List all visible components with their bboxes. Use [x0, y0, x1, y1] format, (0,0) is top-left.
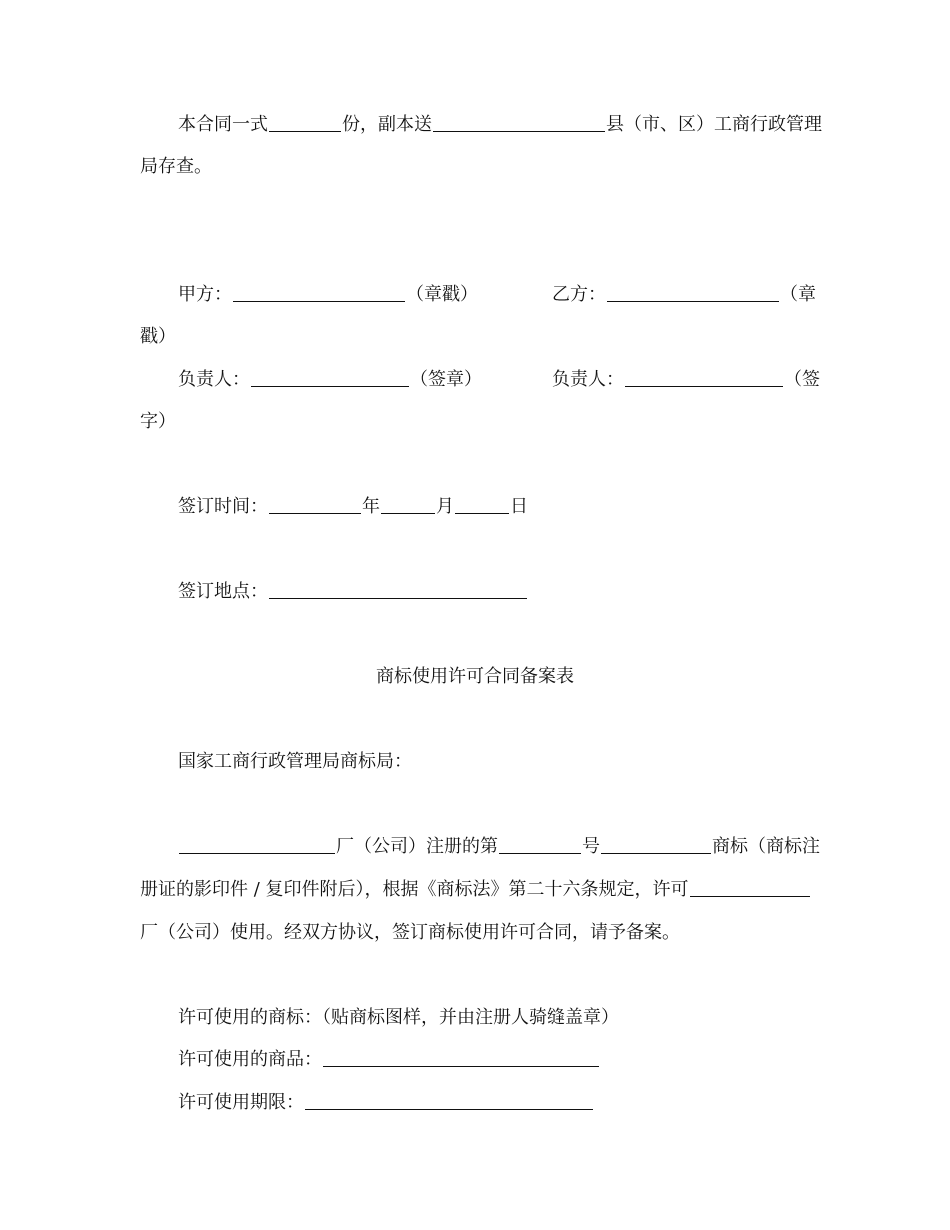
licensor-blank[interactable] — [179, 837, 335, 854]
addressee: 国家工商行政管理局商标局： — [178, 751, 412, 772]
party-a-label: 甲方： — [178, 284, 232, 305]
responsible-b-label: 负责人： — [552, 369, 624, 390]
responsible-a-seal: （签章） — [410, 369, 482, 390]
responsible-a-label: 负责人： — [178, 369, 250, 390]
licensed-goods-blank[interactable] — [323, 1050, 599, 1067]
sign-month-blank[interactable] — [381, 497, 435, 514]
sign-year-blank[interactable] — [269, 497, 361, 514]
registration-number-blank[interactable] — [499, 837, 581, 854]
body-text-2: 册证的影印件 / 复印件附后），根据《商标法》第二十六条规定，许可 — [140, 879, 689, 900]
party-b-seal-end: 戳） — [140, 326, 176, 347]
responsible-b-line — [552, 368, 820, 392]
day-label: 日 — [510, 496, 528, 517]
party-a-seal: （章戳） — [406, 284, 478, 305]
licensed-goods-label: 许可使用的商品： — [178, 1049, 322, 1070]
body-line2 — [140, 878, 811, 902]
responsible-a-line — [178, 368, 482, 392]
copies-text-part2: 份，副本送 — [342, 114, 432, 135]
sign-place-blank[interactable] — [269, 582, 527, 599]
sign-date-line — [178, 495, 528, 519]
body-text-1c: 商标（商标注 — [712, 836, 820, 857]
body-text-1b: 号 — [582, 836, 600, 857]
responsible-b-seal-end: 字） — [140, 411, 176, 432]
sign-place-line — [178, 580, 528, 604]
responsible-b-blank[interactable] — [625, 370, 783, 387]
party-b-blank[interactable] — [607, 285, 779, 302]
month-label: 月 — [436, 496, 454, 517]
party-a-line — [178, 283, 478, 307]
sign-day-blank[interactable] — [455, 497, 509, 514]
license-term-blank[interactable] — [305, 1093, 593, 1110]
year-label: 年 — [362, 496, 380, 517]
body-line3: 厂（公司）使用。经双方协议，签订商标使用许可合同，请予备案。 — [140, 922, 680, 943]
copies-count-blank[interactable] — [269, 115, 341, 132]
county-name-blank[interactable] — [433, 115, 605, 132]
licensed-mark-line — [178, 1006, 619, 1030]
body-line1 — [178, 835, 820, 859]
form-title: 商标使用许可合同备案表 — [376, 666, 574, 687]
sign-date-label: 签订时间： — [178, 496, 268, 517]
trademark-name-blank[interactable] — [601, 837, 711, 854]
copies-text-part3: 县（市、区）工商行政管理 — [606, 114, 822, 135]
party-b-seal-start: （章 — [780, 284, 816, 305]
party-a-blank[interactable] — [233, 285, 405, 302]
responsible-b-seal-start: （签 — [784, 369, 820, 390]
licensed-mark-note: （贴商标图样，并由注册人骑缝盖章） — [322, 1007, 619, 1028]
license-term-line — [178, 1091, 594, 1115]
responsible-a-blank[interactable] — [251, 370, 409, 387]
licensee-blank[interactable] — [690, 880, 810, 897]
licensed-mark-label: 许可使用的商标： — [178, 1007, 322, 1028]
party-b-line — [552, 283, 816, 307]
sign-place-label: 签订地点： — [178, 581, 268, 602]
licensed-goods-line — [178, 1048, 600, 1072]
body-text-1a: 厂（公司）注册的第 — [336, 836, 498, 857]
party-b-label: 乙方： — [552, 284, 606, 305]
copies-text-part1: 本合同一式 — [178, 114, 268, 135]
copies-clause-line2: 局存查。 — [140, 156, 212, 177]
license-term-label: 许可使用期限： — [178, 1092, 304, 1113]
copies-clause-line1 — [178, 113, 822, 137]
